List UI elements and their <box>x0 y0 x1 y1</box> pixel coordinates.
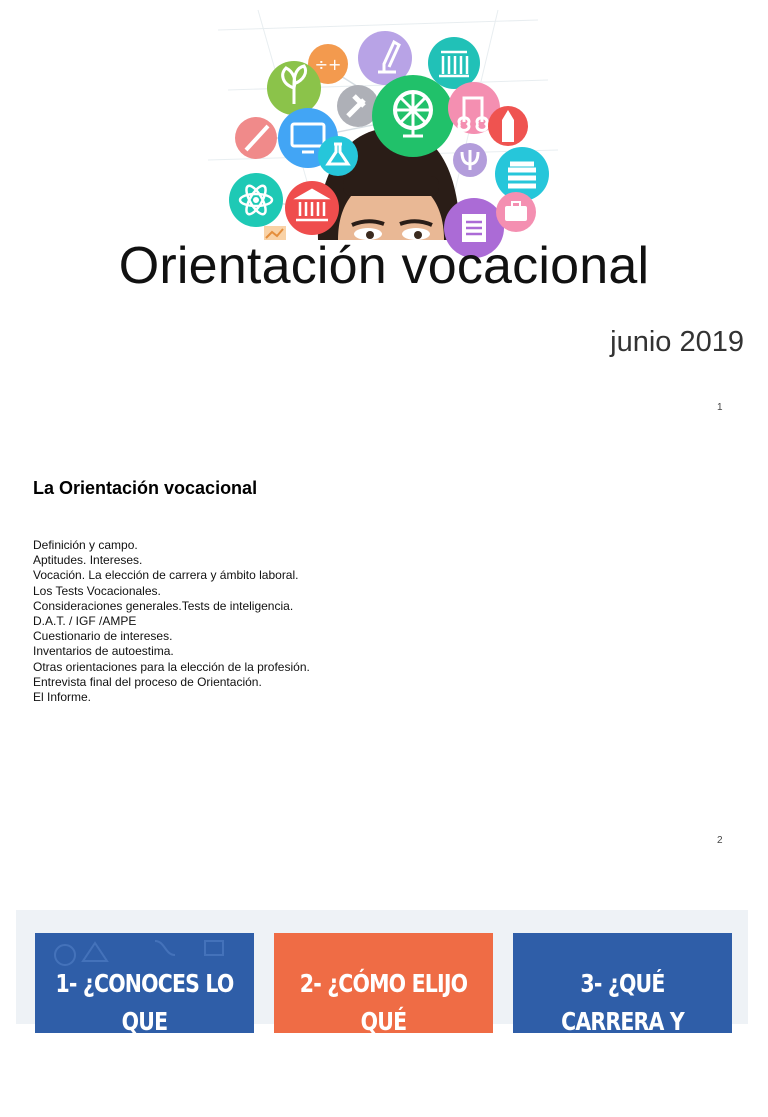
atom-icon <box>229 173 283 227</box>
date-label: junio 2019 <box>610 326 744 358</box>
page-number: 1 <box>717 402 723 413</box>
list-item: Cuestionario de intereses. <box>33 629 173 644</box>
brush-icon <box>235 117 277 159</box>
slide-3 <box>16 910 748 1112</box>
step-card-2 <box>274 933 493 1074</box>
bigben-icon <box>488 106 528 146</box>
list-item: Los Tests Vocacionales. <box>33 583 161 598</box>
list-item: Consideraciones generales.Tests de inteligencia. <box>33 598 294 613</box>
page-number: 2 <box>717 835 723 846</box>
globe-icon <box>372 75 454 157</box>
plant-icon <box>267 61 321 115</box>
psi-icon <box>453 143 487 177</box>
list-item: Definición y campo. <box>33 538 138 552</box>
list-item: Aptitudes. Intereses. <box>33 553 143 568</box>
page-title: Orientación vocacional <box>118 237 650 295</box>
step-card-1 <box>35 933 254 1112</box>
step-card-label: 1- ¿CONOCES LO QUE TE GUSTA HACER? <box>55 969 234 1112</box>
step-card-label: 2- ¿CÓMO ELIJO QUÉ ESTUDIAR? <box>299 969 468 1074</box>
list-item: D.A.T. / IGF /AMPE <box>33 614 137 629</box>
list-item: Vocación. La elección de carrera y ámbito laboral. <box>33 568 299 583</box>
books-icon <box>495 147 549 201</box>
step-card-label: 3- ¿QUÉ CARRERA Y DÓNDE? <box>561 969 684 1074</box>
svg-text:÷+: ÷+ <box>314 55 342 74</box>
list-item: El Informe. <box>33 690 92 705</box>
hero-illustration <box>198 0 570 240</box>
step-card-3 <box>513 933 732 1074</box>
flask-icon <box>318 136 358 176</box>
table-of-contents <box>33 538 310 705</box>
bank-icon <box>285 181 339 235</box>
list-item: Otras orientaciones para la elección de la profesión. <box>33 659 310 674</box>
column-icon <box>428 37 480 89</box>
list-item: Entrevista final del proceso de Orientación. <box>33 674 262 689</box>
briefcase-icon <box>496 192 536 232</box>
list-item: Inventarios de autoestima. <box>33 644 174 659</box>
section-heading: La Orientación vocacional <box>33 478 258 498</box>
